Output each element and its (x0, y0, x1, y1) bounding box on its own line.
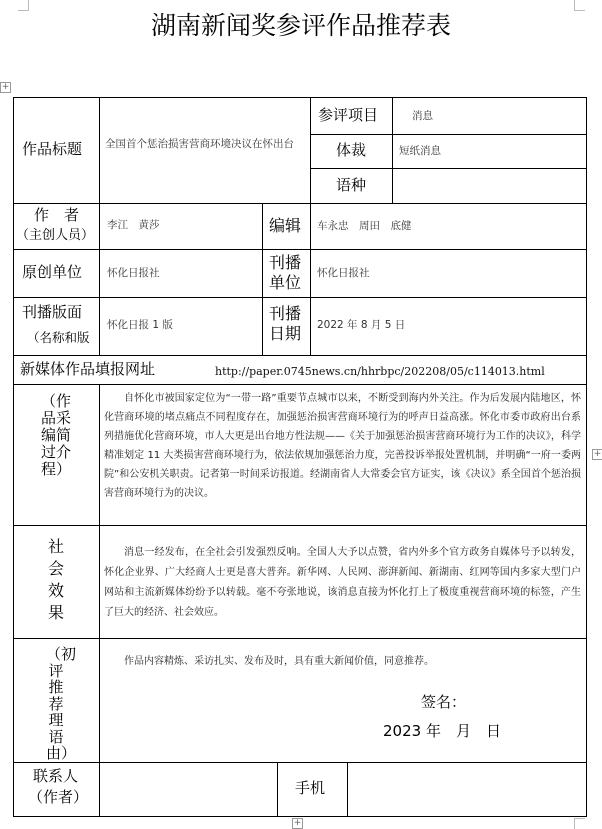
pub-unit-label: 刊播单位 (268, 253, 301, 292)
review-label: （初评推荐理语由） (46, 645, 77, 762)
review-date: 2023 年 月 日 (383, 722, 501, 740)
table-move-handle[interactable]: + (1, 82, 10, 92)
page-corner-mark (18, 0, 29, 11)
origin-unit-label: 原创单位 (22, 263, 83, 281)
intro-label: （作品采编简过介程） (40, 392, 71, 478)
genre-value: 短纸消息 (399, 145, 441, 157)
work-title-value: 全国首个惩治损害营商环境决议在怀出台 (105, 138, 294, 150)
table-resize-handle[interactable]: + (593, 449, 602, 459)
author-label-sub: （主创人员） (16, 228, 95, 243)
phone-label: 手机 (295, 779, 326, 797)
pub-layout-value: 怀化日报 1 版 (107, 319, 173, 331)
intro-text: 自怀化市被国家定位为“一带一路”重要节点城市以来，不断受到海内外关注。作为后发展内陆地区，怀化营商环境的堵点痛点不同程度存在，加强惩治损害营商环境行为的呼声日益高涨。怀化市委市政府出台系列措施优化营商环境，市人大更是出台地方性法规——《关于加强惩治损害营商环境行为工作的决议》，科学精准划定 11 大类损害营商环境行为，依法依规加强惩治力度，完善投诉举报处置机制，并明确“一府一委两院”和公安机关职责。记者第一时间采访报道。经湖南省人大常委会官方证实，该《决议》系全国首个惩治损害营商环境行为的决议。 (104, 393, 581, 499)
new-media-url-label: 新媒体作品填报网址 (20, 360, 156, 378)
editor-value: 车永忠 周田 底健 (317, 220, 412, 232)
contact-label-sub: （作者） (28, 788, 89, 806)
effect-label: 社会效果 (47, 537, 64, 622)
signature-label: 签名： (421, 693, 467, 711)
work-title-label: 作品标题 (22, 140, 83, 158)
contact-label: 联系人 (33, 767, 79, 785)
editor-label: 编辑 (269, 216, 302, 235)
review-text: 作品内容精炼、采访扎实、发布及时，具有重大新闻价值，同意推荐。 (124, 656, 434, 667)
language-label: 语种 (336, 176, 367, 194)
pub-layout-label: 刊播版面 (22, 303, 83, 321)
pub-unit-value: 怀化日报社 (317, 267, 370, 279)
effect-text: 消息一经发布，在全社会引发强烈反响。全国人大予以点赞，省内外多个官方政务自媒体号予以转发，怀化企业界、广大经商人士更是喜大普奔。新华网、人民网、澎湃新闻、新湖南、红网等国内多家大型门户网站和主流新媒体纷纷予以转载。毫不夸张地说，该消息直接为怀化打上了极度重视营商环境的标签，产生了巨大的经济、社会效应。 (104, 547, 581, 618)
author-label: 作 者 (34, 206, 80, 224)
genre-label: 体裁 (336, 141, 367, 159)
entry-item-value: 消息 (412, 110, 433, 122)
page-corner-mark (574, 0, 585, 11)
new-media-url-value[interactable]: http://paper.0745news.cn/hhrbpc/202208/05/c114013.html (215, 365, 545, 378)
author-value: 李江 黄莎 (107, 219, 160, 231)
pub-date-label: 刊播日期 (268, 304, 301, 343)
page-title: 湖南新闻奖参评作品推荐表 (150, 11, 451, 40)
pub-layout-label-sub: （名称和版 (27, 330, 90, 345)
entry-item-label: 参评项目 (318, 106, 379, 124)
page-corner-mark (574, 818, 585, 829)
pub-date-value: 2022 年 8 月 5 日 (317, 319, 406, 331)
add-row-handle[interactable]: + (293, 818, 302, 828)
origin-unit-value: 怀化日报社 (107, 267, 160, 279)
